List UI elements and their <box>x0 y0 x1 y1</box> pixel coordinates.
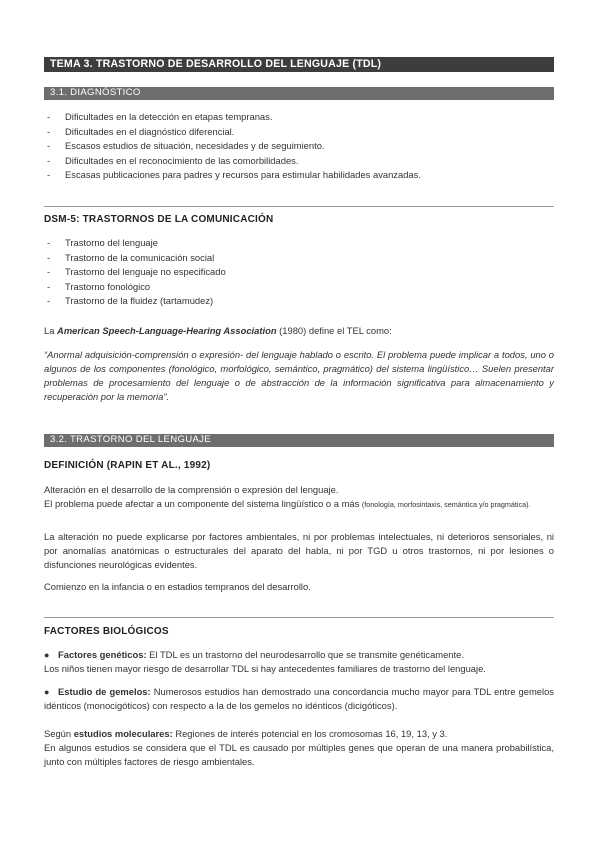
molecular-paragraph-2: En algunos estudios se considera que el TDL es causado por múltiples genes que operan de una manera probabilística, junto con múltiples factores de riesgo ambientales. <box>44 742 554 767</box>
asha-intro-pre: La <box>44 325 58 336</box>
section-diagnostico-heading: 3.1. DIAGNÓSTICO <box>44 87 554 99</box>
twins-paragraph <box>44 685 554 713</box>
molecular-label: estudios moleculares: <box>73 728 173 739</box>
list-item: - Trastorno del lenguaje no especificado <box>47 265 226 280</box>
asha-name: American Speech-Language-Hearing Association <box>57 325 277 336</box>
list-item: - Dificultades en el diagnóstico diferencial. <box>47 125 421 140</box>
twins-label: Estudio de gemelos: <box>58 686 151 697</box>
list-item: - Trastorno de la comunicación social <box>47 251 226 266</box>
molecular-paragraph <box>44 727 554 741</box>
bullet-icon: ● <box>44 687 50 697</box>
definition-line-2 <box>44 497 554 512</box>
definition-line-2-small: (fonología, morfosintaxis, semántica y/o pragmática). <box>361 500 531 509</box>
exclusion-paragraph: La alteración no puede explicarse por factores ambientales, ni por problemas intelectuales, ni deterioros sensoriales, ni por anomalías anatómicas o estructurales del aparato del habla, ni por TGD u otros trastornos, ni por lesiones o disfunciones neurológicas evidentes. <box>44 531 554 570</box>
asha-quote: “Anormal adquisición-comprensión o expresión- del lenguaje hablado o escrito. El problema puede implicar a todos, uno o algunos de los componentes (fonológico, morfológico, semántico, pragmático) del sistema lingüístico… Suelen presentar problemas de procesamiento del lenguaje o de abstracción de la información significativa para almacenamiento y recuperación por la memoria”. <box>44 349 554 402</box>
list-item: - Dificultades en el reconocimiento de las comorbilidades. <box>47 154 421 169</box>
list-item: - Escasos estudios de situación, necesidades y de seguimiento. <box>47 139 421 154</box>
definition-line-1: Alteración en el desarrollo de la comprensión o expresión del lenguaje. <box>44 484 339 495</box>
twins-text: Numerosos estudios han demostrado una concordancia mucho mayor para TDL entre gemelos idénticos (monocigóticos) con respecto a la de los gemelos no idénticos (dicigóticos). <box>44 686 554 711</box>
list-item: - Trastorno de la fluidez (tartamudez) <box>47 294 226 309</box>
bullet-icon: ● <box>44 650 50 660</box>
asha-intro-post: (1980) define el TEL como: <box>276 325 392 336</box>
genetic-label: Factores genéticos: <box>58 649 147 660</box>
section-trastorno-heading: 3.2. TRASTORNO DEL LENGUAJE <box>44 434 554 446</box>
section-underline <box>44 446 554 447</box>
definition-line-2-main: El problema puede afectar a un componente del sistema lingüístico o a más <box>44 498 362 509</box>
divider <box>44 617 554 618</box>
molecular-pre: Según <box>44 728 74 739</box>
document-title: TEMA 3. TRASTORNO DE DESARROLLO DEL LENGUAJE (TDL) <box>44 57 554 72</box>
diagnostico-list <box>47 110 421 183</box>
list-item: - Escasas publicaciones para padres y recursos para estimular habilidades avanzadas. <box>47 168 421 183</box>
dsm-list <box>47 236 226 309</box>
molecular-text: Regiones de interés potencial en los cromosomas 16, 19, 13, y 3. <box>172 728 448 739</box>
list-item: - Trastorno fonológico <box>47 280 226 295</box>
genetic-paragraph <box>44 648 554 662</box>
divider <box>44 206 554 207</box>
asha-intro <box>44 324 554 338</box>
factores-heading: FACTORES BIOLÓGICOS <box>44 626 169 637</box>
section-underline <box>44 99 554 100</box>
list-item: - Trastorno del lenguaje <box>47 236 226 251</box>
genetic-text: El TDL es un trastorno del neurodesarrollo que se transmite genéticamente. <box>146 649 464 660</box>
onset-paragraph: Comienzo en la infancia o en estadios tempranos del desarrollo. <box>44 581 311 592</box>
genetic-paragraph-2: Los niños tienen mayor riesgo de desarrollar TDL si hay antecedentes familiares de trastorno del lenguaje. <box>44 663 486 674</box>
list-item: - Dificultades en la detección en etapas tempranas. <box>47 110 421 125</box>
dsm-heading: DSM-5: TRASTORNOS DE LA COMUNICACIÓN <box>44 214 274 225</box>
definition-heading: DEFINICIÓN (RAPIN ET AL., 1992) <box>44 460 211 471</box>
